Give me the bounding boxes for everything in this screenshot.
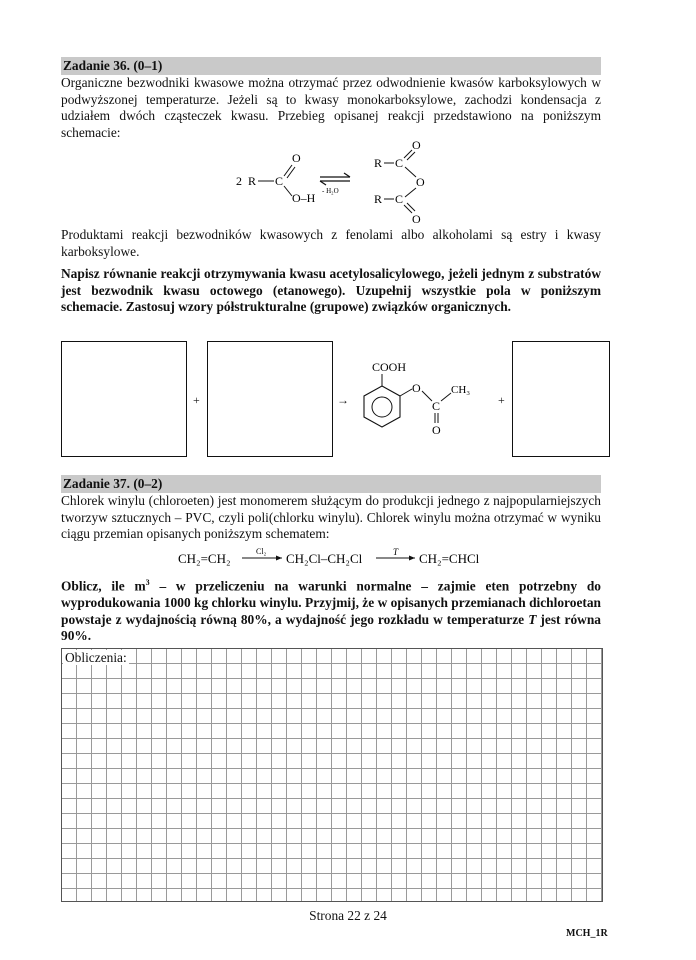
- acid-c-label: C: [275, 174, 284, 188]
- carbon-to-methyl-bond: [441, 393, 451, 401]
- acid-oh-label: O–H: [292, 191, 316, 205]
- task-37-instruction-t: T: [528, 611, 537, 627]
- acid-bond-c-o: [284, 186, 292, 196]
- page-number: Strona 22 z 24: [309, 908, 387, 923]
- anhydride-r1-label: R: [374, 156, 383, 170]
- ring-to-oxygen-bond: [400, 389, 412, 396]
- scheme-ethene: CH₂=CH₂: [178, 551, 231, 566]
- benzene-ring: [364, 386, 400, 427]
- task-37-instruction-sup: 3: [145, 578, 150, 587]
- acetylsalicylic-acid-structure: [352, 356, 502, 446]
- anhydride-c2-label: C: [395, 192, 404, 206]
- answer-box-substrate-1[interactable]: [61, 341, 187, 457]
- task-37-intro: Chlorek winylu (chloroeten) jest monomerem służącym do produkcji jednego z najpopularniejszych tworzyw sztucznych – PVC, czyli poli(chlorku winylu). Chlorek winylu można otrzymać w wyniku ciągu przemian opisanych poniższym schematem:: [61, 493, 601, 542]
- scheme-cl2-condition: Cl₂: [256, 547, 267, 556]
- calculation-label: Obliczenia:: [65, 650, 127, 665]
- scheme-t-condition: T: [393, 547, 399, 557]
- ester-carbon-label: C: [432, 399, 441, 413]
- anhydride-bond-c1-o: [405, 167, 416, 177]
- answer-box-substrate-2[interactable]: [207, 341, 333, 457]
- reaction-condition: - H₂O: [322, 187, 339, 195]
- task-36: [61, 57, 601, 141]
- cooh-label: COOH: [372, 360, 407, 374]
- reaction-arrow: →: [337, 393, 349, 407]
- scheme-coefficient: 2: [236, 174, 242, 188]
- oxygen-to-carbon-bond: [422, 391, 432, 401]
- scheme-vinyl-chloride: CH₂=CHCl: [419, 551, 480, 566]
- acid-r-label: R: [248, 174, 257, 188]
- acid-o-label: O: [292, 151, 301, 165]
- calculation-grid[interactable]: [61, 648, 603, 902]
- answer-box-product-2[interactable]: [512, 341, 610, 457]
- plus-sign-2: +: [498, 393, 505, 407]
- carbonyl-oxygen-label: O: [432, 423, 441, 437]
- equilibrium-arrowhead-bottom: [320, 181, 326, 185]
- task-36-header: Zadanie 36. (0–1): [61, 57, 601, 75]
- task-37: [61, 475, 601, 543]
- anhydride-r2-label: R: [374, 192, 383, 206]
- task-37-instruction: [61, 575, 601, 645]
- acid-double-bond-b: [287, 167, 295, 178]
- task-37-header: Zadanie 37. (0–2): [61, 475, 601, 493]
- task-36-intro: Organiczne bezwodniki kwasowe można otrzymać przez odwodnienie kwasów karboksylowych w podwyższonej temperaturze. Jeżeli są to kwasy monokarboksylowe, zachodzi kondensacja z udziałem dwóch cząsteczek kwasu. Przebieg opisanej reakcji przedstawiono na poniższym schemacie:: [61, 75, 601, 140]
- task-37-instruction-block: [61, 575, 601, 645]
- scheme-arrowhead-1: [276, 556, 282, 561]
- plus-sign-1: +: [193, 393, 200, 407]
- anhydride-bridge-o-label: O: [416, 175, 425, 189]
- methyl-label: CH₃: [451, 384, 471, 396]
- anhydride-bond-o-c2: [405, 188, 416, 197]
- scheme-arrowhead-2: [409, 556, 415, 561]
- ester-oxygen-label: O: [412, 381, 421, 395]
- task-37-instruction-c: jest równa 90%.: [61, 611, 601, 644]
- exam-code: MCH_1R: [566, 928, 608, 939]
- anhydride-c1-label: C: [395, 156, 404, 170]
- scheme-dichloroethane: CH₂Cl–CH₂Cl: [286, 551, 363, 566]
- task-36-products-text: Produktami reakcji bezwodników kwasowych z fenolami albo alkoholami są estry i kwasy karboksylowe.: [61, 227, 601, 259]
- anhydride-o2-label: O: [412, 212, 421, 224]
- task-36-body: [61, 227, 601, 316]
- task-37-instruction-a: Oblicz, ile m: [61, 578, 146, 594]
- task-37-instruction-b: – w przeliczeniu na warunki normalne – zajmie eten potrzebny do wyprodukowania 1000 kg chlorku winylu. Przyjmij, że w opisanych przemianach dichloroetan powstaje z wydajnością równą 80%, a wydajność jego rozkładu w temperaturze: [61, 578, 601, 627]
- acid-double-bond-a: [284, 165, 292, 176]
- benzene-aromatic-circle: [372, 397, 392, 417]
- anhydride-o1-label: O: [412, 140, 421, 152]
- task-36-instruction: Napisz równanie reakcji otrzymywania kwasu acetylosalicylowego, jeżeli jednym z substratów jest bezwodnik kwasu octowego (etanowego). Uzupełnij wszystkie pola w poniższym schemacie. Zastosuj wzory półstrukturalne (grupowe) związków organicznych.: [61, 266, 601, 315]
- equilibrium-arrowhead-top: [344, 173, 350, 177]
- vinyl-chloride-scheme: [176, 546, 506, 568]
- anhydride-scheme: [228, 140, 438, 224]
